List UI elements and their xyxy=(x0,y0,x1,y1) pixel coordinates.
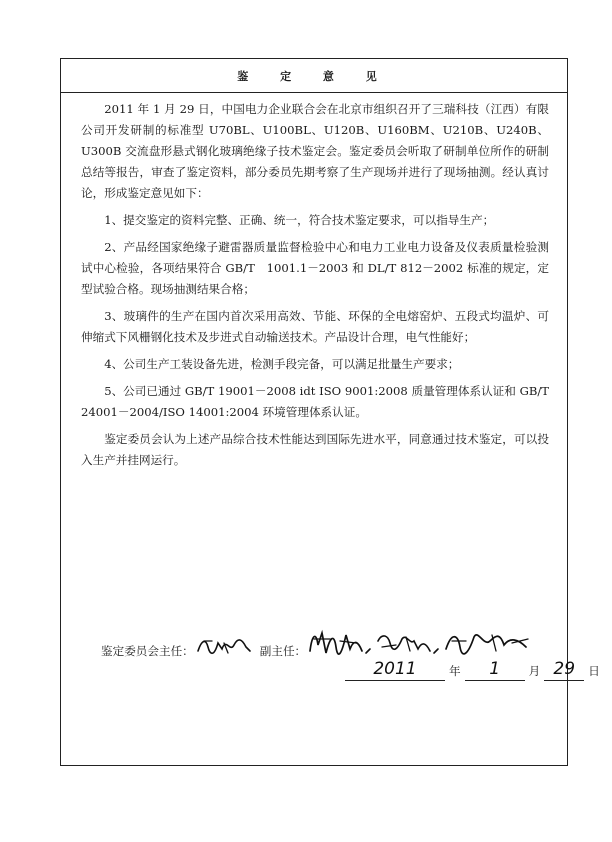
item-5-paragraph: 5、公司已通过 GB/T 19001－2008 idt ISO 9001:2008 质量管理体系认证和 GB/T 24001－2004/ISO 14001:2004 环境管理体系认证。 xyxy=(81,384,549,419)
date-month: 1 xyxy=(465,658,525,681)
chair-label: 鉴定委员会主任： xyxy=(101,644,194,658)
intro-paragraph: 2011 年 1 月 29 日，中国电力企业联合会在北京市组织召开了三瑞科技（江西）有限公司开发研制的标准型 U70BL、U100BL、U120B、U160BM、U210B、U240B、U300B 交流盘形悬式钢化玻璃绝缘子技术鉴定会。鉴定委员会听取了研制单位所作的研制总结等报告，审查了鉴定资料，部分委员先期考察了生产现场并进行了现场抽测。经认真讨论，形成鉴定意见如下： xyxy=(81,102,549,200)
item-3-paragraph: 3、玻璃件的生产在国内首次采用高效、节能、环保的全电熔窑炉、五段式均温炉、可伸缩式下风栅钢化技术及步进式自动输送技术。产品设计合理，电气性能好； xyxy=(81,309,549,344)
form-heading: 鉴 定 意 见 xyxy=(237,69,391,83)
date-row xyxy=(345,653,604,681)
conclusion-paragraph: 鉴定委员会认为上述产品综合技术性能达到国际先进水平，同意通过技术鉴定，可以投入生产并挂网运行。 xyxy=(81,432,549,467)
appraisal-form-frame xyxy=(60,58,600,766)
item-2-paragraph: 2、产品经国家绝缘子避雷器质量监督检验中心和电力工业电力设备及仪表质量检验测试中心检验，各项结果符合 GB/T 1001.1－2003 和 DL/T 812－2002 标准的规定，定型试验合格。现场抽测结果合格； xyxy=(81,240,549,296)
heading-row xyxy=(61,59,567,93)
date-day: 29 xyxy=(544,658,584,681)
item-1-paragraph: 1、提交鉴定的资料完整、正确、统一，符合技术鉴定要求，可以指导生产； xyxy=(104,213,495,227)
chair-signature xyxy=(194,633,254,659)
day-unit: 日 xyxy=(588,664,600,678)
appraisal-body xyxy=(81,99,549,471)
date-year: 2011 xyxy=(345,658,445,681)
year-unit: 年 xyxy=(449,664,461,678)
month-unit: 月 xyxy=(528,664,541,678)
item-4-paragraph: 4、公司生产工装设备先进，检测手段完备，可以满足批量生产要求； xyxy=(104,357,460,371)
vice-label: 副主任： xyxy=(259,644,307,658)
